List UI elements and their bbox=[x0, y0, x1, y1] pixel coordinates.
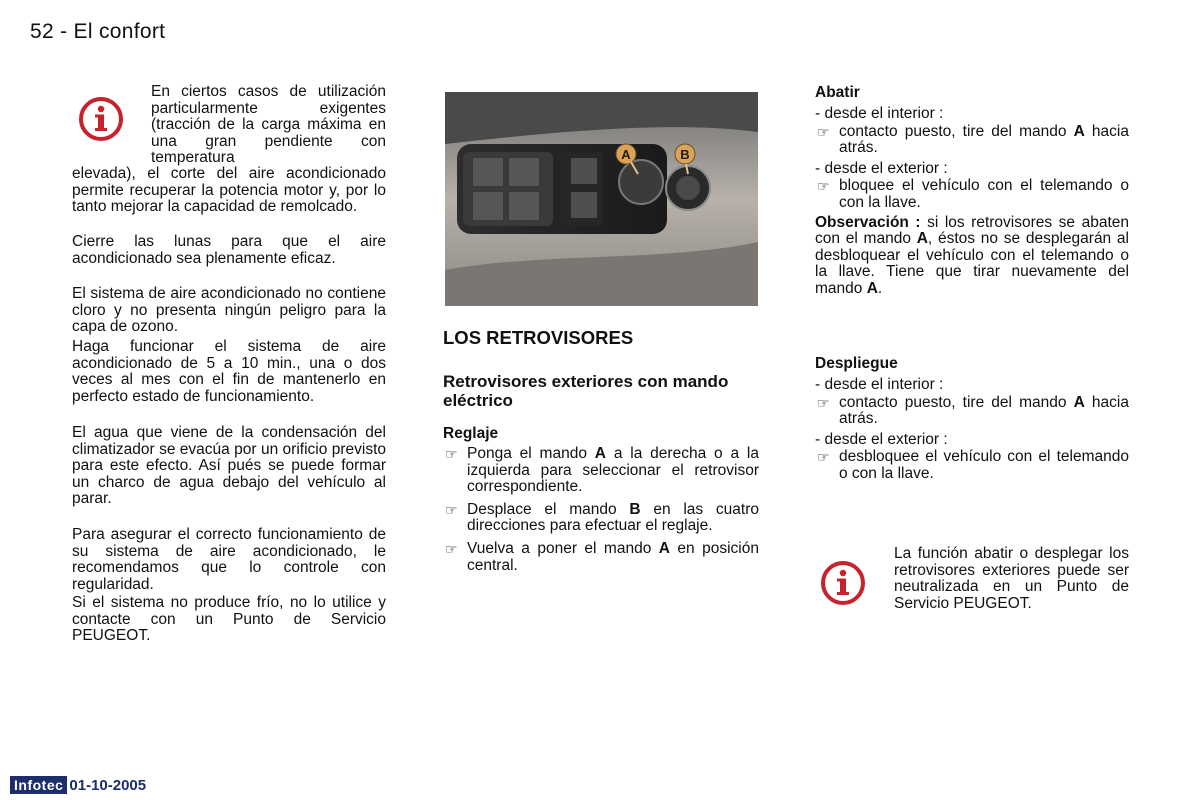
page-number: 52 bbox=[30, 20, 54, 43]
paragraph: El agua que viene de la condensación del climatizador se evacúa por un orificio previsto para este efecto. Así pués se puede formar un charco de agua debajo del vehículo al parar. bbox=[72, 424, 386, 508]
abatir-interior-label: - desde el interior : bbox=[815, 105, 944, 122]
pointing-hand-icon: ☞ bbox=[817, 123, 830, 140]
paragraph: El sistema de aire acondicionado no contiene cloro y no presenta ningún peligro para la capa de ozono. bbox=[72, 285, 386, 336]
pointing-hand-icon: ☞ bbox=[445, 446, 458, 462]
reglaje-list bbox=[443, 446, 759, 574]
abatir-heading: Abatir bbox=[815, 84, 860, 101]
info-icon bbox=[78, 96, 124, 142]
paragraph: Si el sistema no produce frío, no lo utilice y contacte con un Punto de Servicio PEUGEOT. bbox=[72, 594, 386, 645]
observation-note: Observación : si los retrovisores se abaten con el mando A, éstos no se desplegarán al desbloquear el vehículo con el telemando o la llave. Tiene que tirar nuevamente del mando A. bbox=[815, 213, 1129, 297]
pointing-hand-icon: ☞ bbox=[445, 501, 458, 518]
photo-label-b: B bbox=[680, 147, 690, 162]
abatir-section bbox=[815, 106, 1129, 298]
list-item: ☞ Vuelva a poner el mando A en posición central. bbox=[445, 539, 759, 574]
paragraph: Haga funcionar el sistema de aire acondicionado de 5 a 10 min., una o dos veces al mes con el fin de mantenerlo en perfecto estado de funcionamiento. bbox=[72, 338, 386, 405]
despliegue-exterior-label: - desde el exterior : bbox=[815, 430, 948, 448]
intro-text-continued: elevada), el corte del aire acondicionado permite recuperar la potencia motor y, por lo tanto mejorar la capacidad de remolcado. bbox=[72, 165, 386, 216]
photo-label-a: A bbox=[621, 147, 631, 162]
section-heading: LOS RETROVISORES bbox=[443, 327, 634, 348]
pointing-hand-icon: ☞ bbox=[817, 178, 830, 195]
abatir-exterior-label: - desde el exterior : bbox=[815, 159, 948, 177]
list-item: ☞ contacto puesto, tire del mando A hacia atrás. bbox=[817, 393, 1129, 428]
list-item: ☞ Ponga el mando A a la derecha o a la izquierda para seleccionar el retrovisor correspondiente. bbox=[445, 445, 759, 496]
paragraph: Cierre las lunas para que el aire acondicionado sea plenamente eficaz. bbox=[72, 233, 386, 267]
neutralize-note: La función abatir o desplegar los retrovisores exteriores puede ser neutralizada en un Punto de Servicio PEUGEOT. bbox=[894, 545, 1129, 612]
subsection-heading: Retrovisores exteriores con mando eléctrico bbox=[443, 372, 729, 410]
footer bbox=[10, 776, 146, 794]
despliegue-section bbox=[815, 377, 1129, 483]
reglaje-heading: Reglaje bbox=[443, 425, 499, 442]
page-header: 52 - El confort bbox=[30, 20, 166, 43]
info-icon bbox=[820, 560, 866, 606]
intro-text: En ciertos casos de utilización particularmente exigentes (tracción de la carga máxima en una gran pendiente con temperatura bbox=[151, 83, 386, 167]
section-title: El confort bbox=[73, 20, 166, 43]
despliegue-heading: Despliegue bbox=[815, 355, 898, 372]
list-item: ☞ Desplace el mando B en las cuatro direcciones para efectuar el reglaje. bbox=[445, 500, 759, 535]
pointing-hand-icon: ☞ bbox=[817, 449, 830, 466]
footer-brand: Infotec bbox=[10, 776, 67, 794]
pointing-hand-icon: ☞ bbox=[817, 394, 830, 411]
pointing-hand-icon: ☞ bbox=[445, 540, 458, 557]
despliegue-interior-label: - desde el interior : bbox=[815, 376, 944, 393]
paragraph: Para asegurar el correcto funcionamiento de su sistema de aire acondicionado, le recomendamos que lo controle con regularidad. bbox=[72, 526, 386, 593]
footer-date: 01-10-2005 bbox=[69, 776, 147, 794]
mirror-control-photo bbox=[445, 92, 758, 306]
list-item: ☞ bloquee el vehículo con el telemando o con la llave. bbox=[817, 177, 1129, 211]
list-item: ☞ contacto puesto, tire del mando A hacia atrás. bbox=[817, 122, 1129, 157]
list-item: ☞ desbloquee el vehículo con el telemando o con la llave. bbox=[817, 448, 1129, 482]
